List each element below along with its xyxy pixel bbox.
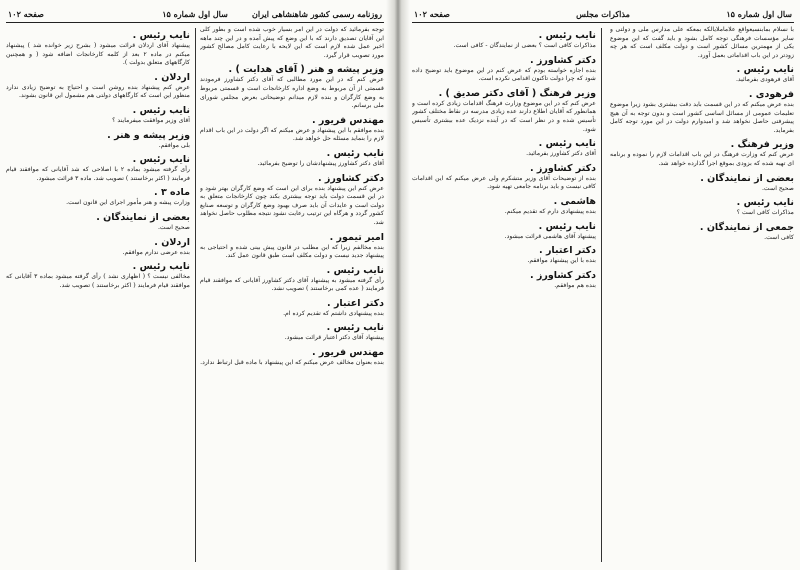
paragraph: صحیح است. — [157, 223, 190, 231]
speaker-name: اردلان . — [154, 236, 190, 248]
paragraph: بنده مخالفم زیرا که این مطلب در قانون پیش بینی شده و احتیاجی به پیشنهاد جدید نیست و دولت مکلف است طبق قانون عمل کند. — [200, 243, 384, 260]
left-page-header-page-number: صفحه ۱۰۲ — [8, 9, 44, 19]
speaker-name: مهندس فریور . — [312, 114, 384, 126]
speaker-name: دکتر اعتبار . — [539, 245, 596, 257]
paragraph: عرض کنم که وزارت فرهنگ در این باب اقدامات لازم را نموده و برنامه ای تهیه شده که بزودی بموقع اجرا گذارده خواهد شد. — [610, 151, 794, 167]
paragraph: صحیح است. — [761, 184, 794, 192]
speaker-name: نایب رئیس . — [538, 30, 596, 41]
left-page — [6, 6, 384, 564]
speaker-name: نایب رئیس . — [132, 30, 190, 41]
right-page-header-page-number: صفحه ۱۰۲ — [414, 9, 450, 19]
paragraph: بنده عرض میکنم که در این قسمت باید دقت بیشتری بشود زیرا موضوع تعلیمات عمومی از مسائل اساسی کشور است و بدون توجه به آن هیچ پیشرفتی حاصل نخواهد شد و امیدوارم دولت در این مورد توجه کامل بفرماید. — [610, 100, 794, 134]
left-page-columns — [6, 26, 384, 564]
paragraph: رأی گرفته میشود بماده ۲ با اصلاحی که شد آقایانی که موافقند قیام فرمایند ( اکثر برخاستند ) تصویب شد. ماده ۳ قرائت میشود. — [6, 166, 190, 182]
speaker-name: نایب رئیس . — [326, 147, 384, 159]
speaker-name: مهندس فریور . — [312, 347, 384, 359]
speaker-name: نایب رئیس . — [736, 64, 794, 76]
paragraph: بنده عرضی ندارم موافقم. — [122, 248, 190, 256]
paragraph: آقای وزیر موافقت میفرمایند ؟ — [112, 116, 190, 124]
paragraph: بنده بعنوان مخالف عرض میکنم که این پیشنهاد با ماده قبل ارتباط ندارد. — [200, 359, 384, 367]
paragraph: بنده با این پیشنهاد موافقم. — [527, 257, 596, 265]
speaker-name: نایب رئیس . — [326, 322, 384, 334]
speaker-name: دکتر کشاورز . — [529, 162, 596, 174]
speaker-name: نایب رئیس . — [132, 154, 190, 166]
left-page-column-right — [200, 26, 384, 564]
paragraph: پیشنهاد آقای دکتر اعتبار قرائت میشود. — [284, 334, 384, 342]
paragraph: بنده پیشنهادی داشتم که تقدیم کرده ام. — [283, 309, 384, 317]
right-page-header-title: مذاکرات مجلس — [576, 9, 630, 19]
left-page-column-left — [6, 26, 190, 564]
right-page-header-issue: سال اول شماره ۱۵ — [726, 9, 792, 19]
paragraph: آقای فرهودی بفرمائید. — [735, 76, 794, 84]
paragraph: آقای دکتر کشاورز پیشنهادشان را توضیح بفرمائید. — [257, 159, 384, 167]
speaker-name: وزیر فرهنگ . — [730, 139, 794, 151]
speaker-name: دکتر اعتبار . — [327, 297, 384, 309]
speaker-name: نایب رئیس . — [538, 220, 596, 232]
speaker-name: ماده ۳ . — [154, 187, 190, 199]
column-divider — [601, 28, 602, 562]
paragraph: با نسلام بمابنسیعواقع علاماملایالکه بمعکه علی مدارس ملی و دولتی و سایر مؤسسات فرهنگی توجه کامل بشود و باید گفت که این موضوع یکی از مهمترین مسائل کشور است و دولت مکلف است که هر چه زودتر در این باب اقداماتی بعمل آورد. — [610, 26, 794, 59]
paragraph: بنده هم موافقم. — [554, 281, 596, 289]
speaker-name: وزیر پیشه و هنر . — [107, 129, 190, 141]
column-divider — [195, 28, 196, 562]
paragraph: بنده موافقم با این پیشنهاد و عرض میکنم که اگر دولت در این باب اقدام لازم را بنماید مسئله حل خواهد شد. — [200, 126, 384, 143]
paragraph: آقای دکتر کشاورز بفرمائید. — [526, 150, 596, 158]
speaker-name: نایب رئیس . — [132, 104, 190, 116]
speaker-name: نایب رئیس . — [538, 138, 596, 150]
speaker-name: بعضی از نمایندگان . — [96, 211, 190, 223]
speaker-name: وزیر فرهنگ ( آقای دکتر صدیق ) . — [438, 87, 596, 99]
paragraph: پیشنهاد آقای هاشمی قرائت میشود. — [504, 232, 596, 240]
speaker-name: فرهودی . — [748, 88, 794, 100]
paragraph: عرض کنم که در این مورد مطالبی که آقای دکتر کشاورز فرمودند قسمتی از آن مربوط به وضع اداره کارخانجات است و قسمتی مربوط به وضع کارگران و بنده لازم میدانم توضیحاتی بعرض مجلس شورای ملی برسانم. — [200, 76, 384, 110]
right-page — [412, 6, 794, 564]
paragraph: کافی است. — [764, 233, 794, 241]
speaker-name: دکتر کشاورز . — [529, 269, 596, 281]
left-page-header-title: روزنامه رسمی کشور شاهنشاهی ایران — [252, 9, 382, 19]
paragraph: توجه بفرمائید که دولت در این امر بسیار خوب شده است و بطور کلی این آقایان تصدیق دارند که با این وضع که پیش آمده و در این چند ماهه اخیر عمل شده لازم است که این لایحه با رعایت کامل مصالح کشور مورد تصویب قرار گیرد. — [200, 26, 384, 59]
paragraph: بنده اجازه خواسته بودم که عرض کنم در این موضوع باید توضیح داده شود که چرا دولت تاکنون اقدامی نکرده است. — [412, 66, 596, 83]
speaker-name: وزیر پیشه و هنر ( آقای هدایت ) . — [228, 64, 384, 76]
right-page-columns — [412, 26, 794, 564]
speaker-name: اردلان . — [154, 71, 190, 83]
speaker-name: هاشمی . — [553, 195, 596, 207]
paragraph: وزارت پیشه و هنر مأمور اجرای این قانون است. — [66, 199, 190, 207]
paragraph: پیشنهاد آقای اردلان قرائت میشود ( بشرح زیر خوانده شد ) پیشنهاد میکنم در ماده ۲ بعد از کلمه کارخانجات اضافه شود ( و همچنین کارگاههای متعلق بدولت ). — [6, 42, 190, 67]
speaker-name: نایب رئیس . — [326, 264, 384, 276]
paragraph: عرض کنم که در این موضوع وزارت فرهنگ اقدامات زیادی کرده است و همانطور که آقایان اطلاع دارند عده زیادی مدرسه در نقاط مختلف کشور تأسیس شده و در نظر است که در آینده نزدیک عده بیشتری تأسیس شود. — [412, 99, 596, 133]
speaker-name: نایب رئیس . — [736, 197, 794, 209]
speaker-name: امیر تیمور . — [329, 231, 384, 243]
speaker-name: بعضی از نمایندگان . — [700, 172, 794, 184]
speaker-name: نایب رئیس . — [132, 261, 190, 273]
paragraph: مذاکرات کافی است ؟ — [736, 209, 794, 217]
right-page-header — [412, 6, 794, 23]
paragraph: بنده از توضیحات آقای وزیر متشکرم ولی عرض میکنم که این اقدامات کافی نیست و باید برنامه جامعی تهیه شود. — [412, 174, 596, 191]
speaker-name: دکتر کشاورز . — [529, 54, 596, 66]
paragraph: عرض کنم این پیشنهاد بنده برای این است که وضع کارگران بهتر شود و در این قسمت دولت باید توجه بیشتری بکند چون کارخانجات متعلق به دولت است و عایدات آن باید صرف بهبود وضع کارگران و توسعه صنایع کشور گردد و هرگاه این ترتیب رعایت نشود نتیجه مطلوب حاصل نخواهد شد. — [200, 184, 384, 226]
paragraph: بنده پیشنهادی دارم که تقدیم میکنم. — [504, 207, 596, 215]
right-page-column-right — [610, 26, 794, 564]
left-page-header-issue: سال اول شماره ۱۵ — [162, 9, 228, 19]
paragraph: رأی گرفته میشود به پیشنهاد آقای دکتر کشاورز آقایانی که موافقند قیام فرمایند ( عده کمی برخاستند ) تصویب نشد. — [200, 276, 384, 293]
paragraph: بلی موافقم. — [158, 141, 190, 149]
paragraph: مذاکرات کافی است ؟ بعضی از نمایندگان - کافی است. — [453, 42, 596, 49]
book-gutter — [386, 0, 410, 570]
speaker-name: جمعی از نمایندگان . — [699, 221, 794, 233]
left-page-header — [6, 6, 384, 23]
right-page-column-left — [412, 26, 596, 564]
paragraph: عرض کنم پیشنهاد بنده روشن است و احتیاج به توضیح زیادی ندارد منظور این است که کارگاههای دولتی هم مشمول این قانون بشوند. — [6, 83, 190, 100]
speaker-name: دکتر کشاورز . — [317, 172, 384, 184]
paragraph: مخالفی نیست ؟ ( اظهاری نشد ) رأی گرفته میشود بماده ۳ آقایانی که موافقند قیام فرمایند ( اکثر برخاستند ) تصویب شد. — [6, 273, 190, 289]
